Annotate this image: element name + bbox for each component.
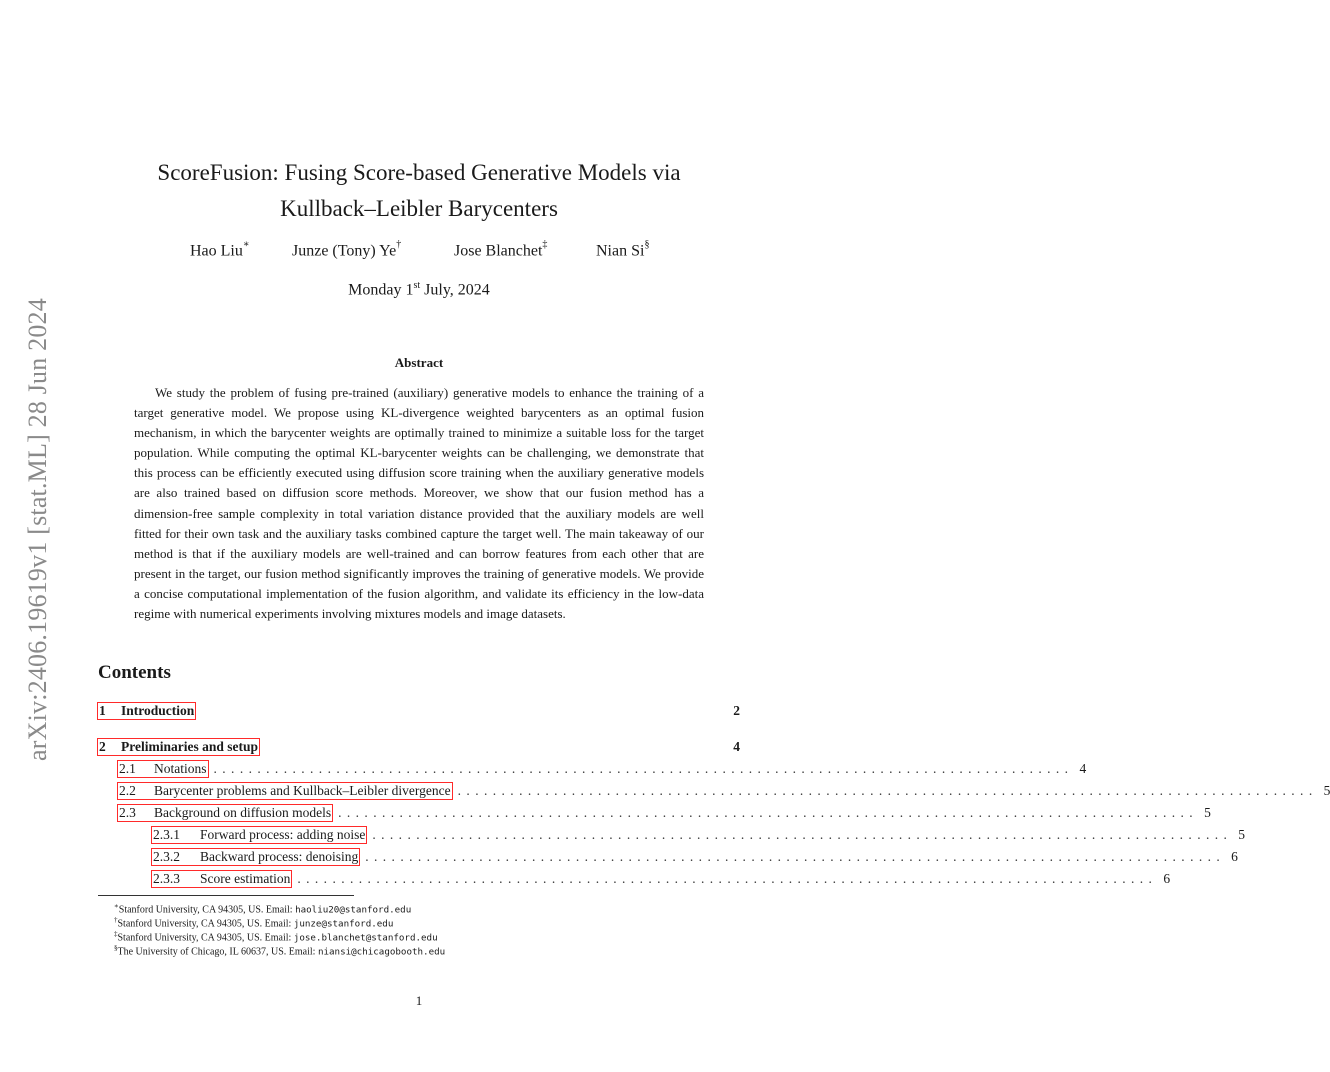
toc-entry-section <box>98 703 740 723</box>
toc-page-number: 6 <box>1231 849 1238 864</box>
toc-entry-subsubsection <box>152 871 1171 891</box>
email-link[interactable]: junze@stanford.edu <box>293 918 394 930</box>
toc-link[interactable]: 2.3.2 Backward process: denoising <box>153 849 359 864</box>
footnote: §The University of Chicago, IL 60637, US. Email: niansi@chicagobooth.edu <box>114 944 446 958</box>
toc-leader-dots: .................................................................................................. <box>338 805 1199 820</box>
title-line-1: ScoreFusion: Fusing Score-based Generative Models via <box>157 160 681 185</box>
toc-page-number: 5 <box>1323 783 1330 798</box>
toc-leader-dots: .................................................................................................. <box>365 849 1226 864</box>
toc-link[interactable]: 2.1 Notations <box>119 761 207 776</box>
arxiv-identifier: arXiv:2406.19619v1 [stat.ML] 28 Jun 2024 <box>23 298 52 762</box>
paper-title <box>0 155 838 227</box>
toc-entry-subsection <box>118 761 1087 781</box>
toc-page-number: 2 <box>733 703 740 718</box>
toc-link[interactable]: 1 Introduction <box>99 703 195 718</box>
email-link[interactable]: niansi@chicagobooth.edu <box>317 946 446 958</box>
toc-page-number: 4 <box>1079 761 1087 776</box>
title-line-2: Kullback–Leibler Barycenters <box>280 196 558 221</box>
toc-link[interactable]: 2.3 Background on diffusion models <box>119 805 332 820</box>
abstract-text: We study the problem of fusing pre-trained (auxiliary) generative models to enhance the training of a target generative model. We propose using KL-divergence weighted barycenters as an optimal fusion mechanism, in which the barycenter weights are optimally trained to minimize a suitable loss for the target population. While computing the optimal KL-barycenter weights can be challenging, we demonstrate that this process can be efficiently executed using diffusion score training when the auxiliary generative models are also trained based on diffusion score methods. Moreover, we show that our fusion method has a dimension-free sample complexity in total variation distance provided that the auxiliary models are well fitted for their own task and the auxiliary tasks combined capture the target well. The main takeaway of our method is that if the auxiliary models are well-trained and can borrow features from each other that are present in the target, our fusion method significantly improves the training of generative models. We provide a concise computational implementation of the fusion algorithm, and validate its efficiency in the low-data regime with numerical experiments involving mixtures models and image datasets. <box>134 385 704 622</box>
toc-page-number: 6 <box>1163 871 1171 886</box>
toc-page-number: 5 <box>1238 827 1246 842</box>
toc-leader-dots: .................................................................................................. <box>457 783 1318 798</box>
toc-leader-dots: .................................................................................................. <box>297 871 1158 886</box>
footnote: †Stanford University, CA 94305, US. Email: junze@stanford.edu <box>114 916 394 930</box>
toc-link[interactable]: 2.3.1 Forward process: adding noise <box>153 827 366 842</box>
toc-entry-subsection <box>118 805 1211 825</box>
email-link[interactable]: haoliu20@stanford.edu <box>295 904 412 916</box>
footnote: ‡Stanford University, CA 94305, US. Email: jose.blanchet@stanford.edu <box>114 930 438 944</box>
contents-heading: Contents <box>98 662 171 683</box>
abstract-heading: Abstract <box>394 355 444 370</box>
toc-link[interactable]: 2.2 Barycenter problems and Kullback–Leibler divergence <box>119 783 451 798</box>
toc-page-number: 5 <box>1204 805 1211 820</box>
author: Jose Blanchet‡ <box>454 239 548 260</box>
toc-entry-subsection <box>118 783 1330 803</box>
page-number: 1 <box>415 993 423 1008</box>
toc-link[interactable]: 2 Preliminaries and setup <box>99 739 259 754</box>
toc-leader-dots: .................................................................................................. <box>372 827 1233 842</box>
toc-page-number: 4 <box>733 739 740 754</box>
email-link[interactable]: jose.blanchet@stanford.edu <box>293 932 438 944</box>
toc-entry-section <box>98 739 740 759</box>
toc-entry-subsubsection <box>152 849 1238 869</box>
publication-date: Monday 1st July, 2024 <box>348 280 490 299</box>
toc-entry-subsubsection <box>152 827 1246 847</box>
toc-link[interactable]: 2.3.3 Score estimation <box>153 871 291 886</box>
author: Hao Liu∗ <box>190 239 250 260</box>
author: Nian Si§ <box>596 239 650 260</box>
author-list <box>0 241 828 265</box>
footnote: ∗Stanford University, CA 94305, US. Email: haoliu20@stanford.edu <box>114 902 412 916</box>
toc-leader-dots: .................................................................................................. <box>213 761 1074 776</box>
footnote-divider <box>98 895 354 896</box>
author: Junze (Tony) Ye† <box>292 239 402 260</box>
